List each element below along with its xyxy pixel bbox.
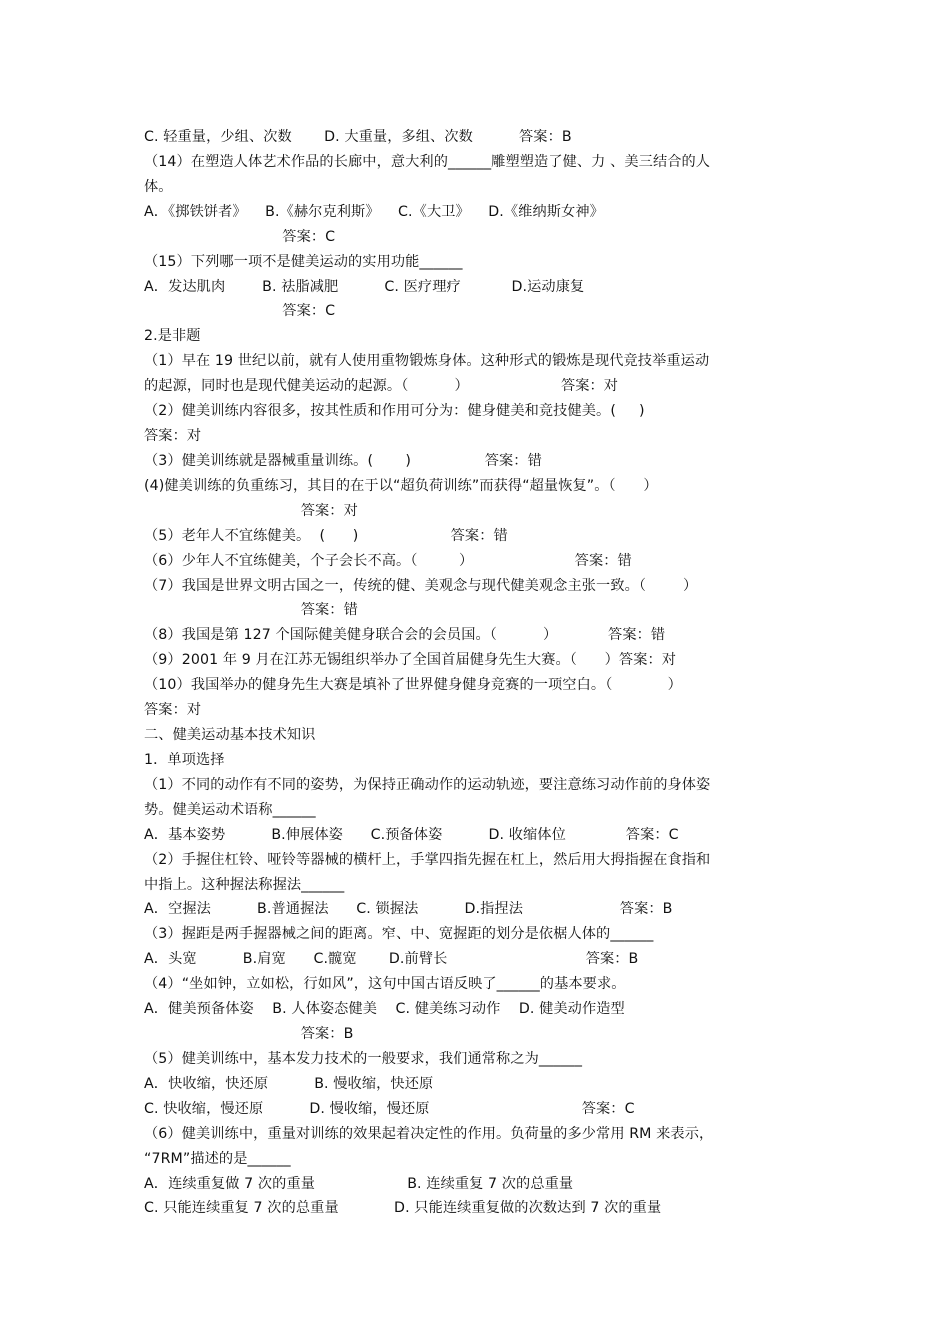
text-line: C. 轻重量，少组、次数 D. 大重量，多组、次数 答案：B — [144, 129, 572, 145]
text-line: （3）握距是两手握器械之间的距离。窄、中、宽握距的划分是依椐人体的______ — [144, 926, 654, 942]
text-line: 答案：B — [144, 1026, 354, 1042]
text-line: （1）不同的动作有不同的姿势，为保持正确动作的运动轨迹，要注意练习动作前的身体姿 — [144, 777, 711, 793]
text-line: （15）下列哪一项不是健美运动的实用功能______ — [144, 254, 463, 270]
text-line: （3）健美训练就是器械重量训练。( ) 答案：错 — [144, 453, 542, 469]
text-line: A．连续重复做 7 次的重量 B. 连续重复 7 次的总重量 — [144, 1176, 574, 1192]
text-line: （9）2001 年 9 月在江苏无锡组织举办了全国首届健身先生大赛。（ ）答案：对 — [144, 652, 677, 668]
text-line: A．空握法 B.普通握法 C. 锁握法 D.指捏法 答案：B — [144, 901, 673, 917]
text-line: 的起源，同时也是现代健美运动的起源。（ ） 答案：对 — [144, 378, 619, 394]
text-line: 中指上。这种握法称握法______ — [144, 877, 345, 893]
text-line: 答案：C — [144, 229, 336, 245]
text-line: 答案：错 — [144, 602, 358, 618]
text-line: C. 只能连续重复 7 次的总重量 D. 只能连续重复做的次数达到 7 次的重量 — [144, 1200, 662, 1216]
text-line: （1）早在 19 世纪以前，就有人使用重物锻炼身体。这种形式的锻炼是现代竞技举重运动 — [144, 353, 710, 369]
text-line: （14）在塑造人体艺术作品的长廊中，意大利的______雕塑塑造了健、力 、美三结合的人 — [144, 154, 711, 170]
text-line: 体。 — [144, 179, 173, 195]
text-line: A．健美预备体姿 B. 人体姿态健美 C. 健美练习动作 D. 健美动作造型 — [144, 1001, 625, 1017]
text-line: (4)健美训练的负重练习，其目的在于以“超负荷训练”而获得“超量恢复”。（ ） — [144, 478, 658, 494]
text-line: （2）手握住杠铃、哑铃等器械的横杆上，手掌四指先握在杠上，然后用大拇指握在食指和 — [144, 852, 711, 868]
text-line: 答案：对 — [144, 702, 202, 718]
text-line: （4）“坐如钟，立如松，行如风”，这句中国古语反映了______的基本要求。 — [144, 976, 626, 992]
text-line: A．发达肌肉 B. 祛脂减肥 C. 医疗理疗 D.运动康复 — [144, 279, 585, 295]
text-line: （5）健美训练中，基本发力技术的一般要求，我们通常称之为______ — [144, 1051, 583, 1067]
section-heading: 2.是非题 — [144, 328, 201, 344]
text-line: （7）我国是世界文明古国之一，传统的健、美观念与现代健美观念主张一致。（ ） — [144, 578, 698, 594]
text-line: A．快收缩，快还原 B. 慢收缩，快还原 — [144, 1076, 434, 1092]
section-heading: 二、健美运动基本技术知识 — [144, 727, 316, 743]
text-line: （5）老年人不宜练健美。 ( ) 答案：错 — [144, 528, 508, 544]
text-line: A．《掷铁饼者》 B.《赫尔克利斯》 C.《大卫》 D.《维纳斯女神》 — [144, 204, 604, 220]
text-line: （10）我国举办的健身先生大赛是填补了世界健身健身竞赛的一项空白。（ ） — [144, 677, 682, 693]
section-heading: 1．单项选择 — [144, 752, 225, 768]
text-line: 势。健美运动术语称______ — [144, 802, 316, 818]
text-line: A．基本姿势 B.伸展体姿 C.预备体姿 D. 收缩体位 答案：C — [144, 827, 679, 843]
text-line: 答案：C — [144, 303, 336, 319]
text-line: A．头宽 B.肩宽 C.髋宽 D.前臂长 答案：B — [144, 951, 639, 967]
text-line: （2）健美训练内容很多，按其性质和作用可分为：健身健美和竞技健美。( ) — [144, 403, 645, 419]
text-line: （6）少年人不宜练健美，个子会长不高。（ ） 答案：错 — [144, 553, 632, 569]
text-line: 答案：对 — [144, 428, 202, 444]
text-line: （6）健美训练中，重量对训练的效果起着决定性的作用。负荷量的多少常用 RM 来表示， — [144, 1126, 714, 1142]
text-line: 答案：对 — [144, 503, 358, 519]
text-line: （8）我国是第 127 个国际健美健身联合会的会员国。（ ） 答案：错 — [144, 627, 666, 643]
text-line: “7RM”描述的是______ — [144, 1151, 291, 1167]
text-line: C. 快收缩，慢还原 D. 慢收缩，慢还原 答案：C — [144, 1101, 635, 1117]
